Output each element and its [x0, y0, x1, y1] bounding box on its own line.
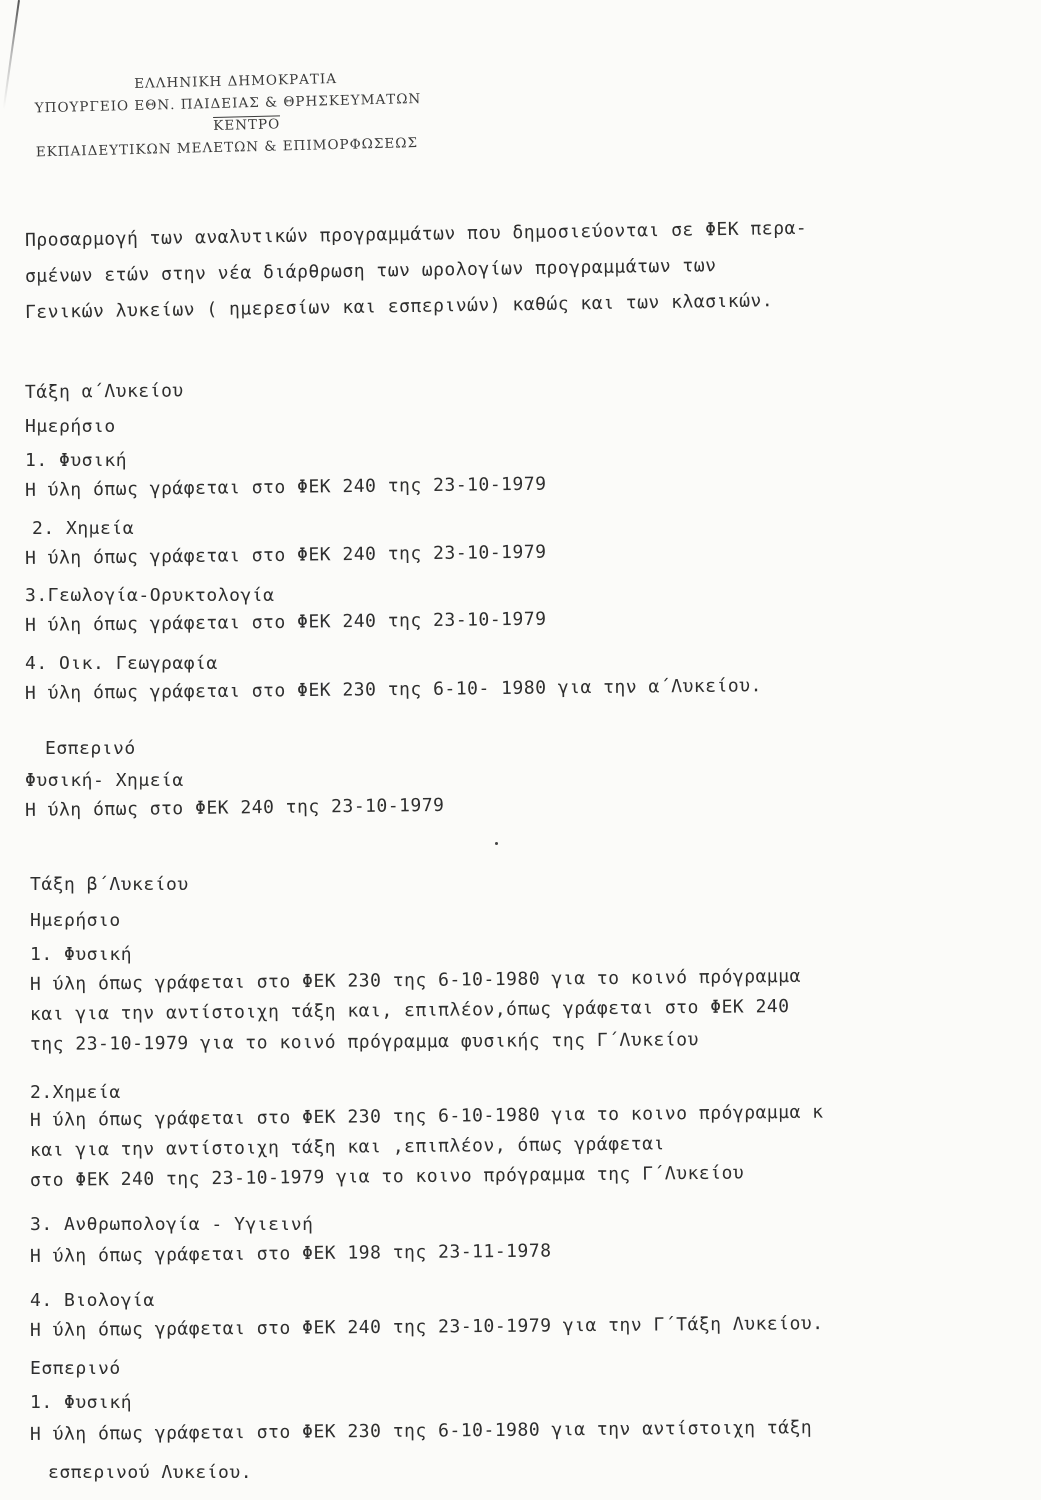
section-b-item-3-text: Η ύλη όπως γράφεται στο ΦΕΚ 198 της 23-11-1978 [29, 1240, 552, 1267]
section-b-evening: Εσπερινό [30, 1358, 121, 1379]
letterhead-republic: ΕΛΛΗΝΙΚΗ ΔΗΜΟΚΡΑΤΙΑ [134, 70, 338, 92]
section-b-item-1: 1. Φυσική [30, 944, 133, 965]
section-a-title: Τάξη α΄Λυκείου [24, 380, 184, 403]
section-b-title: Τάξη β΄Λυκείου [30, 874, 189, 895]
letterhead-center-full: ΕΚΠΑΙΔΕΥΤΙΚΩΝ ΜΕΛΕΤΩΝ & ΕΠΙΜΟΡΦΩΣΕΩΣ [35, 135, 419, 161]
intro-line-2: σμένων ετών στην νέα διάρθρωση των ωρολογίων προγραμμάτων των [24, 255, 717, 287]
section-b-evening-line-1: Η ύλη όπως γράφεται στο ΦΕΚ 230 της 6-10-1980 για την αντίστοιχη τάξη [29, 1417, 813, 1445]
section-a-evening: Εσπερινό [45, 738, 136, 759]
section-b-item-2-line-3: στο ΦΕΚ 240 της 23-10-1979 για το κοινο πρόγραμμα της Γ΄Λυκείου [29, 1162, 745, 1191]
section-b-item-4: 4. Βιολογία [30, 1290, 155, 1311]
intro-line-1: Προσαρμογή των αναλυτικών προγραμμάτων που δημοσιεύονται σε ΦΕΚ περα- [24, 217, 808, 251]
section-b-evening-line-2: εσπερινού Λυκείου. [48, 1462, 253, 1483]
section-b-item-4-text: Η ύλη όπως γράφεται στο ΦΕΚ 240 της 23-10-1979 για την Γ΄Τάξη Λυκείου. [29, 1313, 824, 1341]
ink-speck [495, 842, 498, 845]
section-a-item-3-text: Η ύλη όπως γράφεται στο ΦΕΚ 240 της 23-10-1979 [24, 608, 547, 636]
section-b-evening-item: 1. Φυσική [30, 1392, 133, 1413]
section-a-item-2: 2. Χημεία [32, 518, 135, 539]
section-a-item-3: 3.Γεωλογία-Ορυκτολογία [25, 585, 275, 606]
section-b-item-2-line-1: Η ύλη όπως γράφεται στο ΦΕΚ 230 της 6-10-1980 για το κοινο πρόγραμμα κ [29, 1101, 824, 1131]
section-a-day: Ημερήσιο [25, 416, 116, 437]
section-b-item-3: 3. Ανθρωπολογία - Υγιεινή [30, 1214, 314, 1235]
section-a-evening-item: Φυσική- Χημεία [25, 770, 184, 791]
section-a-item-1: 1. Φυσική [25, 450, 128, 471]
section-b-item-1-line-3: της 23-10-1979 για το κοινό πρόγραμμα φυσικής της Γ΄Λυκείου [29, 1029, 699, 1055]
section-a-evening-text: Η ύλη όπως στο ΦΕΚ 240 της 23-10-1979 [24, 794, 445, 821]
paper-edge-mark [3, 0, 20, 109]
section-a-item-2-text: Η ύλη όπως γράφεται στο ΦΕΚ 240 της 23-10-1979 [24, 541, 547, 569]
letterhead [34, 65, 476, 164]
section-b-item-2-line-2: και για την αντίστοιχη τάξη και ,επιπλέον, όπως γράφεται [29, 1133, 665, 1161]
section-b-day: Ημερήσιο [30, 910, 121, 931]
letterhead-ministry: ΥΠΟΥΡΓΕΙΟ ΕΘΝ. ΠΑΙΔΕΙΑΣ & ΘΡΗΣΚΕΥΜΑΤΩΝ [34, 90, 422, 117]
section-b-item-1-line-2: και για την αντίστοιχη τάξη και, επιπλέον,όπως γράφεται στο ΦΕΚ 240 [29, 996, 790, 1025]
section-b-item-2: 2.Χημεία [30, 1082, 121, 1103]
section-b-item-1-line-1: Η ύλη όπως γράφεται στο ΦΕΚ 230 της 6-10-1980 για το κοινό πρόγραμμα [29, 965, 801, 995]
section-a-item-4-text: Η ύλη όπως γράφεται στο ΦΕΚ 230 της 6-10- 1980 για την α΄Λυκείου. [24, 675, 762, 704]
section-a-item-1-text: Η ύλη όπως γράφεται στο ΦΕΚ 240 της 23-10-1979 [24, 473, 547, 501]
section-a-item-4: 4. Οικ. Γεωγραφία [25, 653, 218, 674]
intro-line-3: Γενικών λυκείων ( ημερεσίων και εσπερινών) καθώς και των κλασικών. [24, 290, 774, 323]
letterhead-center: ΚΕΝΤΡΟ [213, 116, 281, 135]
